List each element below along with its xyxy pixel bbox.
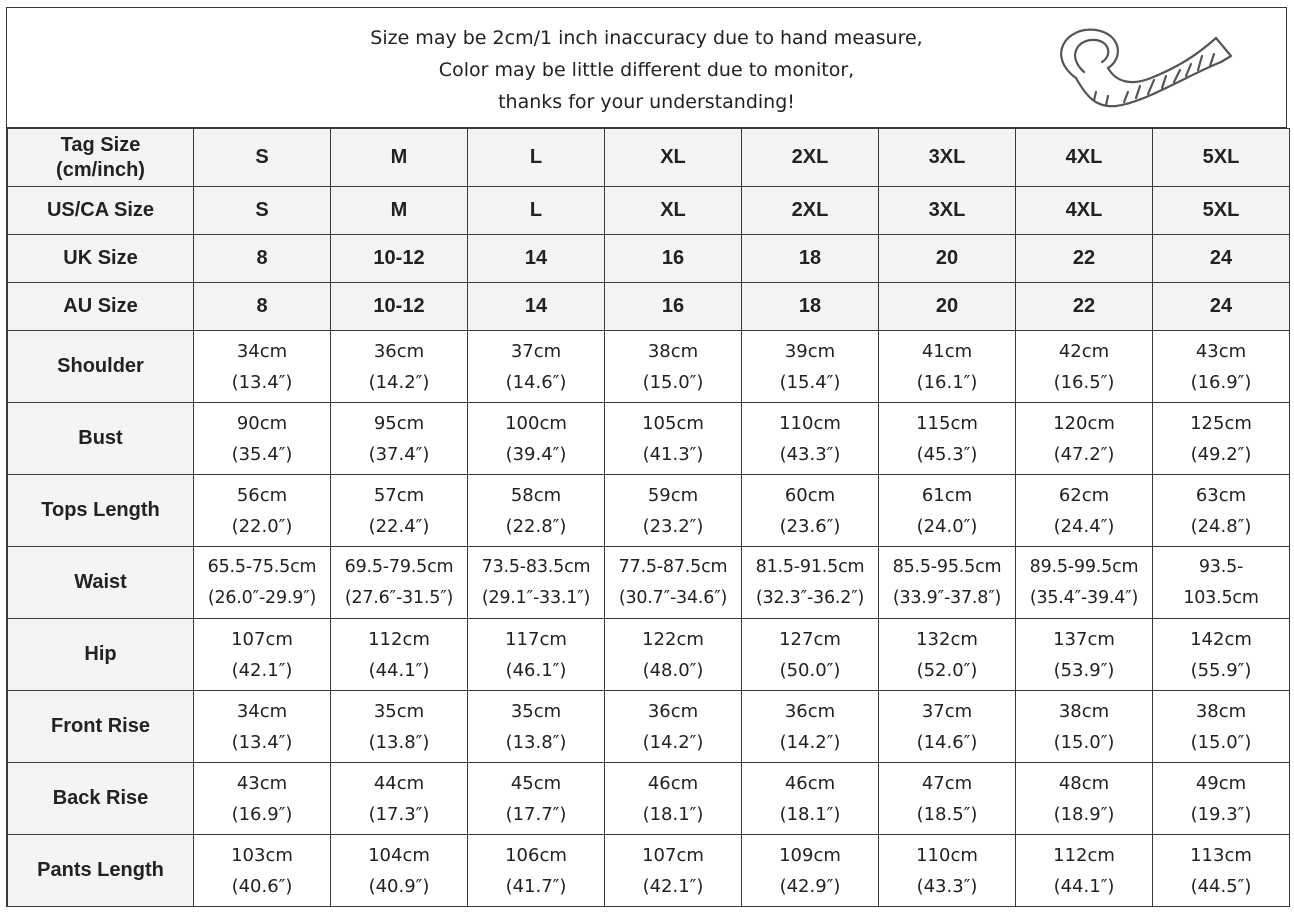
- measurement-primary: 60cm: [784, 484, 836, 506]
- row-label: Back Rise: [8, 763, 194, 835]
- measurement-primary: 109cm: [779, 844, 841, 866]
- measurement-secondary: (16.5″): [1053, 371, 1115, 393]
- measurement-cell: [194, 763, 331, 835]
- measurement-secondary: (53.9″): [1053, 659, 1115, 681]
- measurement-secondary: (55.9″): [1190, 659, 1252, 681]
- measurement-secondary: (30.7″-34.6″): [618, 587, 728, 608]
- measurement-primary: 37cm: [921, 700, 973, 722]
- measurement-row: [8, 763, 1290, 835]
- row-label: Hip: [8, 619, 194, 691]
- measurement-primary: 120cm: [1053, 412, 1115, 434]
- measurement-cell: [879, 403, 1016, 475]
- measurement-secondary: (41.3″): [642, 443, 704, 465]
- measurement-cell: [194, 475, 331, 547]
- measurement-secondary: (16.9″): [1190, 371, 1252, 393]
- size-table: [7, 128, 1290, 907]
- measurement-secondary: (22.8″): [505, 515, 567, 537]
- measurement-primary: 112cm: [368, 628, 430, 650]
- measurement-cell: [605, 691, 742, 763]
- measurement-primary: 58cm: [510, 484, 562, 506]
- measurement-primary: 95cm: [373, 412, 425, 434]
- measurement-primary: 125cm: [1190, 412, 1252, 434]
- measurement-cell: [331, 835, 468, 907]
- measurement-primary: 142cm: [1190, 628, 1252, 650]
- size-cell: 18: [742, 235, 879, 283]
- measurement-secondary: (46.1″): [505, 659, 567, 681]
- measurement-primary: 34cm: [236, 700, 288, 722]
- measurement-cell: [742, 763, 879, 835]
- measurement-primary: 43cm: [236, 772, 288, 794]
- measurement-secondary: (37.4″): [368, 443, 430, 465]
- measurement-primary: 57cm: [373, 484, 425, 506]
- measurement-secondary: (19.3″): [1190, 803, 1252, 825]
- measurement-cell: [742, 331, 879, 403]
- measurement-cell: [1016, 691, 1153, 763]
- measurement-cell: [468, 763, 605, 835]
- measurement-primary: 46cm: [784, 772, 836, 794]
- measurement-cell: [742, 619, 879, 691]
- measurement-secondary: (39.4″): [505, 443, 567, 465]
- measurement-primary: 107cm: [231, 628, 293, 650]
- measurement-primary: 35cm: [510, 700, 562, 722]
- size-cell: 3XL: [879, 129, 1016, 187]
- measurement-secondary: (16.9″): [231, 803, 293, 825]
- size-cell: 20: [879, 283, 1016, 331]
- size-cell: 10-12: [331, 283, 468, 331]
- measurement-primary: 45cm: [510, 772, 562, 794]
- measurement-secondary: (43.3″): [779, 443, 841, 465]
- measurement-secondary: (43.3″): [916, 875, 978, 897]
- measurement-cell: [1153, 547, 1290, 619]
- measurement-cell: [1016, 619, 1153, 691]
- measurement-primary: 122cm: [642, 628, 704, 650]
- size-cell: 20: [879, 235, 1016, 283]
- measurement-primary: 85.5-95.5cm: [892, 556, 1002, 577]
- measurement-cell: [605, 835, 742, 907]
- measurement-cell: [742, 547, 879, 619]
- measurement-cell: [879, 547, 1016, 619]
- size-cell: 16: [605, 283, 742, 331]
- size-cell: L: [468, 187, 605, 235]
- measurement-secondary: (35.4″-39.4″): [1029, 587, 1139, 608]
- measurement-secondary: (15.0″): [642, 371, 704, 393]
- measurement-secondary: (15.0″): [1053, 731, 1115, 753]
- measurement-primary: 105cm: [642, 412, 704, 434]
- measurement-primary: 73.5-83.5cm: [481, 556, 591, 577]
- measurement-cell: [879, 331, 1016, 403]
- measurement-secondary: (40.9″): [368, 875, 430, 897]
- measurement-primary: 39cm: [784, 340, 836, 362]
- measurement-primary: 62cm: [1058, 484, 1110, 506]
- measurement-cell: [1016, 763, 1153, 835]
- measurement-cell: [605, 619, 742, 691]
- measurement-secondary: (42.1″): [642, 875, 704, 897]
- measurement-primary: 38cm: [1058, 700, 1110, 722]
- measurement-secondary: (17.3″): [368, 803, 430, 825]
- measurement-primary: 117cm: [505, 628, 567, 650]
- measurement-secondary: 103.5cm: [1183, 587, 1259, 608]
- measurement-secondary: (42.1″): [231, 659, 293, 681]
- measurement-secondary: (48.0″): [642, 659, 704, 681]
- measurement-secondary: (18.1″): [642, 803, 704, 825]
- measurement-secondary: (24.4″): [1053, 515, 1115, 537]
- measurement-secondary: (52.0″): [916, 659, 978, 681]
- measurement-cell: [605, 331, 742, 403]
- measurement-primary: 132cm: [916, 628, 978, 650]
- measurement-secondary: (13.8″): [505, 731, 567, 753]
- measurement-secondary: (22.4″): [368, 515, 430, 537]
- size-cell: XL: [605, 129, 742, 187]
- measurement-cell: [331, 403, 468, 475]
- measurement-primary: 103cm: [231, 844, 293, 866]
- row-label: Tag Size (cm/inch): [8, 129, 194, 187]
- measurement-secondary: (29.1″-33.1″): [481, 587, 591, 608]
- measurement-primary: 110cm: [779, 412, 841, 434]
- measurement-secondary: (44.1″): [368, 659, 430, 681]
- measurement-cell: [331, 331, 468, 403]
- measurement-primary: 69.5-79.5cm: [344, 556, 454, 577]
- row-label: Bust: [8, 403, 194, 475]
- measurement-primary: 106cm: [505, 844, 567, 866]
- measurement-cell: [1153, 619, 1290, 691]
- measurement-primary: 34cm: [236, 340, 288, 362]
- row-label: UK Size: [8, 235, 194, 283]
- measurement-primary: 81.5-91.5cm: [755, 556, 865, 577]
- size-cell: 10-12: [331, 235, 468, 283]
- size-rows: [8, 129, 1290, 331]
- measurement-primary: 100cm: [505, 412, 567, 434]
- measurement-secondary: (23.6″): [779, 515, 841, 537]
- measurement-primary: 37cm: [510, 340, 562, 362]
- size-cell: L: [468, 129, 605, 187]
- measurement-cell: [1153, 691, 1290, 763]
- measurement-cell: [331, 619, 468, 691]
- measurement-secondary: (17.7″): [505, 803, 567, 825]
- measurement-secondary: (41.7″): [505, 875, 567, 897]
- row-label: US/CA Size: [8, 187, 194, 235]
- size-row: [8, 283, 1290, 331]
- notice-line-2: Color may be little different due to monitor,: [438, 59, 855, 81]
- size-cell: S: [194, 129, 331, 187]
- measurement-primary: 113cm: [1190, 844, 1252, 866]
- measurement-primary: 49cm: [1195, 772, 1247, 794]
- measurement-secondary: (33.9″-37.8″): [892, 587, 1002, 608]
- measurement-secondary: (40.6″): [231, 875, 293, 897]
- size-cell: 8: [194, 235, 331, 283]
- measurement-primary: 137cm: [1053, 628, 1115, 650]
- measurement-primary: 65.5-75.5cm: [207, 556, 317, 577]
- measurement-primary: 59cm: [647, 484, 699, 506]
- row-label: Pants Length: [8, 835, 194, 907]
- measurement-primary: 42cm: [1058, 340, 1110, 362]
- size-row: [8, 187, 1290, 235]
- measurement-secondary: (18.5″): [916, 803, 978, 825]
- size-cell: 14: [468, 235, 605, 283]
- row-label: AU Size: [8, 283, 194, 331]
- measurement-primary: 36cm: [373, 340, 425, 362]
- measurement-primary: 107cm: [642, 844, 704, 866]
- measurement-cell: [194, 835, 331, 907]
- measurement-row: [8, 403, 1290, 475]
- measurement-cell: [468, 403, 605, 475]
- measurement-secondary: (24.8″): [1190, 515, 1252, 537]
- measurement-primary: 56cm: [236, 484, 288, 506]
- size-cell: 18: [742, 283, 879, 331]
- measurement-cell: [468, 691, 605, 763]
- size-cell: S: [194, 187, 331, 235]
- measurement-secondary: (45.3″): [916, 443, 978, 465]
- row-label: Front Rise: [8, 691, 194, 763]
- measurement-cell: [1016, 547, 1153, 619]
- measurement-primary: 115cm: [916, 412, 978, 434]
- measurement-cell: [1153, 763, 1290, 835]
- size-cell: 24: [1153, 283, 1290, 331]
- measurement-cell: [605, 547, 742, 619]
- size-chart: [6, 7, 1287, 907]
- size-row: [8, 235, 1290, 283]
- measurement-primary: 89.5-99.5cm: [1029, 556, 1139, 577]
- measurement-primary: 38cm: [1195, 700, 1247, 722]
- measurement-secondary: (50.0″): [779, 659, 841, 681]
- measurement-cell: [331, 547, 468, 619]
- measurement-secondary: (16.1″): [916, 371, 978, 393]
- measurement-secondary: (14.6″): [505, 371, 567, 393]
- measurement-secondary: (22.0″): [231, 515, 293, 537]
- size-cell: M: [331, 187, 468, 235]
- measurement-secondary: (13.8″): [368, 731, 430, 753]
- measurement-cell: [194, 331, 331, 403]
- size-cell: 16: [605, 235, 742, 283]
- size-cell: 24: [1153, 235, 1290, 283]
- size-cell: 8: [194, 283, 331, 331]
- measurement-cell: [194, 619, 331, 691]
- measurement-cell: [1153, 331, 1290, 403]
- measurement-secondary: (23.2″): [642, 515, 704, 537]
- measurement-cell: [468, 619, 605, 691]
- size-cell: 4XL: [1016, 187, 1153, 235]
- measurement-secondary: (24.0″): [916, 515, 978, 537]
- size-cell: 22: [1016, 283, 1153, 331]
- measurement-cell: [1016, 835, 1153, 907]
- measurement-primary: 110cm: [916, 844, 978, 866]
- measurement-secondary: (42.9″): [779, 875, 841, 897]
- size-cell: 3XL: [879, 187, 1016, 235]
- measurement-cell: [331, 691, 468, 763]
- size-cell: 2XL: [742, 187, 879, 235]
- measuring-tape-icon: [1036, 16, 1236, 116]
- size-cell: 22: [1016, 235, 1153, 283]
- measurement-secondary: (14.6″): [916, 731, 978, 753]
- measurement-cell: [742, 691, 879, 763]
- measurement-cell: [1153, 403, 1290, 475]
- measurement-primary: 77.5-87.5cm: [618, 556, 728, 577]
- notice-header: [7, 8, 1286, 128]
- measurement-primary: 44cm: [373, 772, 425, 794]
- measurement-secondary: (32.3″-36.2″): [755, 587, 865, 608]
- size-cell: 4XL: [1016, 129, 1153, 187]
- size-cell: XL: [605, 187, 742, 235]
- measurement-row: [8, 475, 1290, 547]
- measurement-primary: 43cm: [1195, 340, 1247, 362]
- measurement-cell: [468, 331, 605, 403]
- measurement-cell: [331, 763, 468, 835]
- measurement-cell: [605, 475, 742, 547]
- row-label: Waist: [8, 547, 194, 619]
- measurement-primary: 61cm: [921, 484, 973, 506]
- measurement-cell: [742, 403, 879, 475]
- measurement-row: [8, 691, 1290, 763]
- measurement-secondary: (18.9″): [1053, 803, 1115, 825]
- measurement-row: [8, 547, 1290, 619]
- measurement-primary: 36cm: [784, 700, 836, 722]
- measurement-cell: [879, 619, 1016, 691]
- measurement-cell: [879, 835, 1016, 907]
- measurement-cell: [605, 763, 742, 835]
- measurement-primary: 48cm: [1058, 772, 1110, 794]
- measurement-secondary: (35.4″): [231, 443, 293, 465]
- measurement-secondary: (47.2″): [1053, 443, 1115, 465]
- measurement-secondary: (44.5″): [1190, 875, 1252, 897]
- measurement-secondary: (13.4″): [231, 371, 293, 393]
- measurement-cell: [194, 691, 331, 763]
- measurement-cell: [1016, 331, 1153, 403]
- measurement-cell: [468, 547, 605, 619]
- measurement-cell: [742, 835, 879, 907]
- measurement-cell: [742, 475, 879, 547]
- notice-line-1: Size may be 2cm/1 inch inaccuracy due to hand measure,: [370, 27, 923, 49]
- measurement-primary: 112cm: [1053, 844, 1115, 866]
- measurement-secondary: (15.4″): [779, 371, 841, 393]
- measurement-row: [8, 619, 1290, 691]
- measurement-cell: [1016, 475, 1153, 547]
- measurement-secondary: (15.0″): [1190, 731, 1252, 753]
- measurement-secondary: (49.2″): [1190, 443, 1252, 465]
- measurement-primary: 38cm: [647, 340, 699, 362]
- measurement-cell: [1153, 835, 1290, 907]
- measurement-cell: [468, 475, 605, 547]
- size-cell: 2XL: [742, 129, 879, 187]
- measurement-primary: 46cm: [647, 772, 699, 794]
- measurement-secondary: (13.4″): [231, 731, 293, 753]
- measurement-cell: [1016, 403, 1153, 475]
- measurement-rows: [8, 331, 1290, 907]
- measurement-primary: 36cm: [647, 700, 699, 722]
- measurement-primary: 90cm: [236, 412, 288, 434]
- size-cell: 5XL: [1153, 129, 1290, 187]
- measurement-primary: 93.5-: [1198, 556, 1244, 577]
- size-cell: 5XL: [1153, 187, 1290, 235]
- measurement-primary: 104cm: [368, 844, 430, 866]
- measurement-secondary: (14.2″): [779, 731, 841, 753]
- measurement-cell: [194, 547, 331, 619]
- measurement-secondary: (26.0″-29.9″): [207, 587, 317, 608]
- row-label: Shoulder: [8, 331, 194, 403]
- size-cell: 14: [468, 283, 605, 331]
- measurement-cell: [194, 403, 331, 475]
- measurement-cell: [605, 403, 742, 475]
- measurement-primary: 63cm: [1195, 484, 1247, 506]
- measurement-cell: [468, 835, 605, 907]
- size-cell: M: [331, 129, 468, 187]
- measurement-row: [8, 331, 1290, 403]
- size-row: [8, 129, 1290, 187]
- measurement-cell: [879, 475, 1016, 547]
- measurement-secondary: (14.2″): [368, 371, 430, 393]
- measurement-secondary: (14.2″): [642, 731, 704, 753]
- measurement-cell: [1153, 475, 1290, 547]
- measurement-primary: 127cm: [779, 628, 841, 650]
- measurement-primary: 35cm: [373, 700, 425, 722]
- measurement-primary: 47cm: [921, 772, 973, 794]
- measurement-row: [8, 835, 1290, 907]
- measurement-secondary: (27.6″-31.5″): [344, 587, 454, 608]
- measurement-secondary: (18.1″): [779, 803, 841, 825]
- measurement-cell: [879, 691, 1016, 763]
- notice-line-3: thanks for your understanding!: [498, 91, 795, 113]
- measurement-secondary: (44.1″): [1053, 875, 1115, 897]
- row-label: Tops Length: [8, 475, 194, 547]
- measurement-cell: [879, 763, 1016, 835]
- measurement-primary: 41cm: [921, 340, 973, 362]
- measurement-cell: [331, 475, 468, 547]
